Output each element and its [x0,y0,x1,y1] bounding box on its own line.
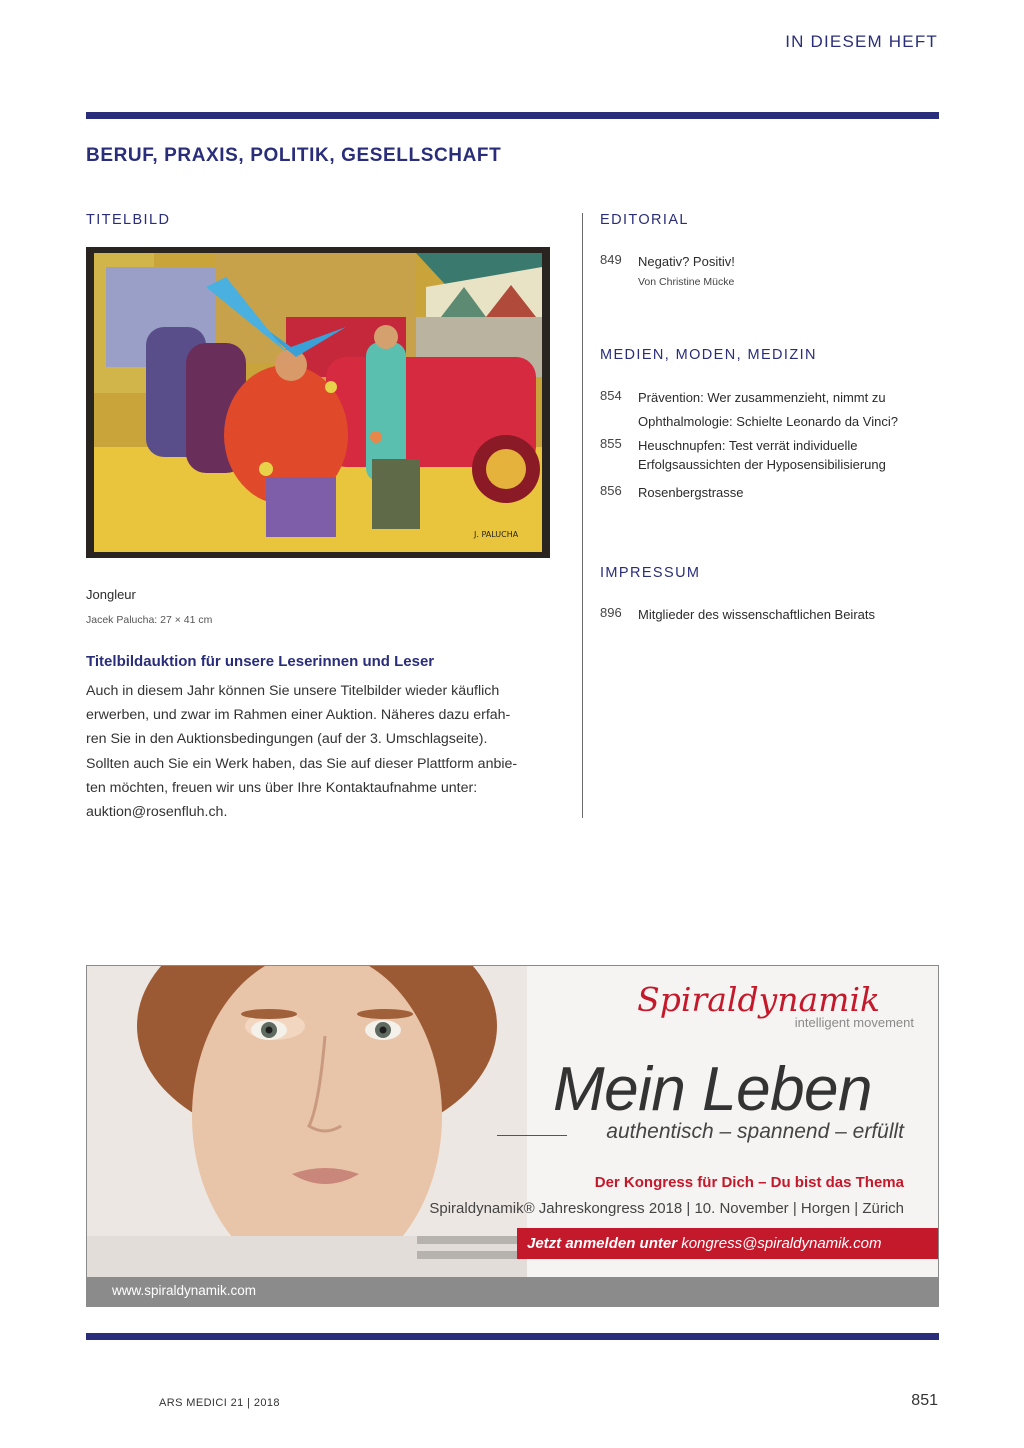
toc-title: Negativ? Positiv! [638,254,735,269]
cover-painting [86,247,550,558]
auction-line: Auch in diesem Jahr können Sie unsere Titelbilder wieder käuflich [86,683,500,699]
painting-image [86,247,550,558]
ad-portrait-photo [87,966,527,1277]
header-section-label: IN DIESEM HEFT [785,32,938,51]
toc-item[interactable] [600,436,940,474]
ad-cta-email[interactable]: kongress@spiraldynamik.com [681,1235,882,1252]
ad-headline: Mein Leben [553,1055,873,1124]
toc-title: Mitglieder des wissenschaftlichen Beirats [638,607,875,622]
auction-email-link[interactable]: auktion@rosenfluh.ch. [86,804,228,821]
toc-page: 856 [600,483,622,498]
footer-journal: ARS MEDICI 21 | 2018 [159,1397,280,1409]
ad-kongress: Der Kongress für Dich – Du bist das Thema [594,1174,904,1191]
auction-line: erwerben, und zwar im Rahmen einer Auktion. Näheres dazu erfah- [86,707,511,724]
ad-brand-logo: Spiraldynamik [637,980,880,1019]
toc-page: 896 [600,605,622,620]
toc-page: 854 [600,388,622,403]
impressum-heading: IMPRESSUM [600,565,701,581]
ad-tagline: authentisch – spannend – erfüllt [606,1120,904,1143]
column-divider [582,213,583,818]
ad-brand-sub: intelligent movement [794,1015,914,1030]
ad-jahreskongress: Spiraldynamik® Jahreskongress 2018 | 10. November | Horgen | Zürich [429,1200,904,1217]
toc-item[interactable] [600,412,940,431]
toc-page: 855 [600,436,622,451]
ad-cta-label: Jetzt anmelden unter [527,1235,678,1252]
toc-item[interactable] [600,252,940,292]
auction-title: Titelbildauktion für unsere Leserinnen und Leser [86,653,435,670]
toc-item[interactable] [600,388,940,407]
toc-title: Heuschnupfen: Test verrät individuelle [638,438,858,453]
auction-line: ren Sie in den Auktionsbedingungen (auf der 3. Umschlagseite). [86,731,488,748]
toc-title: Ophthalmologie: Schielte Leonardo da Vinci? [638,414,898,429]
toc-title-cont: Erfolgsaussichten der Hyposensibilisierung [638,457,886,472]
auction-line: ten möchten, freuen wir uns über Ihre Kontaktaufnahme unter: [86,779,478,796]
toc-item[interactable] [600,483,940,502]
auction-line: Sollten auch Sie ein Werk haben, das Sie auf dieser Plattform anbie- [86,755,518,772]
footer-page-number: 851 [911,1392,938,1409]
spiraldynamik-ad[interactable] [86,965,939,1307]
painting-signature: J. PALUCHA [474,530,519,539]
toc-item[interactable] [600,605,940,624]
editorial-heading: EDITORIAL [600,212,689,228]
toc-title: Prävention: Wer zusammenzieht, nimmt zu [638,390,886,405]
toc-title: Rosenbergstrasse [638,485,744,500]
ad-url-link[interactable]: www.spiraldynamik.com [112,1283,257,1298]
toc-page: 849 [600,252,622,267]
ad-footer-bar [87,1277,938,1306]
titelbild-heading: TITELBILD [86,212,171,228]
caption-sub: Jacek Palucha: 27 × 41 cm [86,614,213,626]
caption-title: Jongleur [86,587,136,602]
bottom-rule [86,1333,939,1340]
toc-author: Von Christine Mücke [638,276,735,288]
section-title: BERUF, PRAXIS, POLITIK, GESELLSCHAFT [86,145,502,166]
ad-cta-banner[interactable] [517,1228,938,1259]
auction-body [86,679,556,824]
ad-tagline-rule [497,1135,567,1136]
top-rule [86,112,939,119]
medien-heading: MEDIEN, MODEN, MEDIZIN [600,347,817,363]
